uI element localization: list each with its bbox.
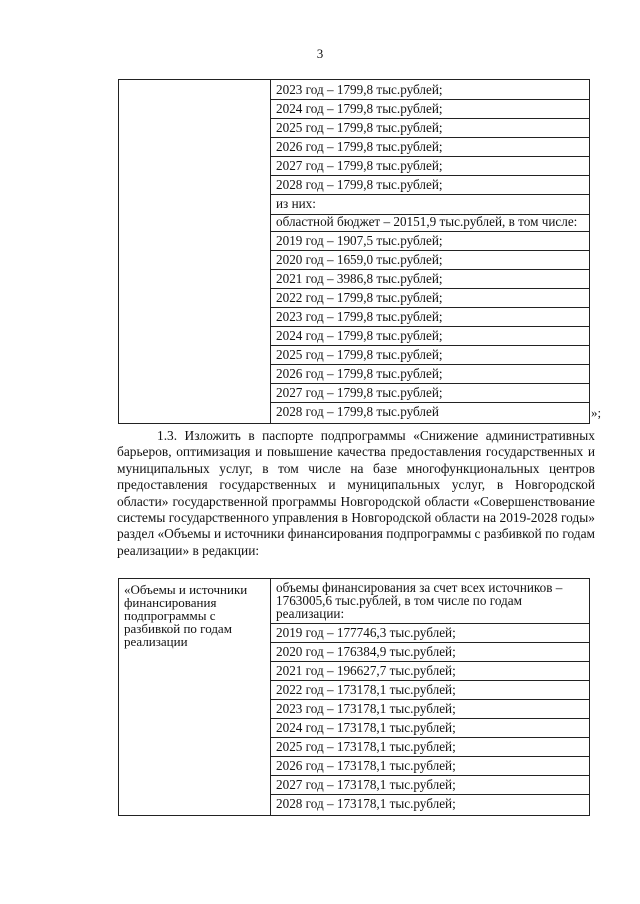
funding-line: 2026 год – 1799,8 тыс.рублей; xyxy=(271,137,589,156)
funding-line: 2026 год – 173178,1 тыс.рублей; xyxy=(271,756,589,775)
funding-line: 2025 год – 1799,8 тыс.рублей; xyxy=(271,345,589,364)
funding-line: 2021 год – 3986,8 тыс.рублей; xyxy=(271,269,589,288)
funding-table-new xyxy=(118,578,590,816)
section-title: «Объемы и источники финансирования подпрограммы с разбивкой по годам реализации xyxy=(124,582,248,649)
funding-line: 2027 год – 1799,8 тыс.рублей; xyxy=(271,156,589,175)
funding-lines xyxy=(271,579,589,815)
funding-lines xyxy=(271,80,589,423)
funding-line: 2021 год – 196627,7 тыс.рублей; xyxy=(271,661,589,680)
funding-line: 2022 год – 173178,1 тыс.рублей; xyxy=(271,680,589,699)
table-left-cell xyxy=(119,80,271,424)
funding-line: 2023 год – 1799,8 тыс.рублей; xyxy=(276,82,443,97)
funding-line: 2026 год – 1799,8 тыс.рублей; xyxy=(271,364,589,383)
funding-line: 2025 год – 1799,8 тыс.рублей; xyxy=(271,118,589,137)
funding-line: 2024 год – 1799,8 тыс.рублей; xyxy=(271,326,589,345)
funding-line: 2020 год – 1659,0 тыс.рублей; xyxy=(271,250,589,269)
funding-line: 2020 год – 176384,9 тыс.рублей; xyxy=(271,642,589,661)
table-right-cell xyxy=(271,80,590,424)
funding-line: 2019 год – 177746,3 тыс.рублей; xyxy=(271,623,589,642)
funding-line: 2028 год – 1799,8 тыс.рублей; xyxy=(271,175,589,194)
funding-line: областной бюджет – 20151,9 тыс.рублей, в том числе: xyxy=(271,214,589,228)
left-cell-text xyxy=(119,80,270,86)
funding-line: 2028 год – 173178,1 тыс.рублей; xyxy=(271,794,589,813)
funding-line: 2024 год – 1799,8 тыс.рублей; xyxy=(271,99,589,118)
table-left-cell xyxy=(119,579,271,816)
funding-line: 2025 год – 173178,1 тыс.рублей; xyxy=(271,737,589,756)
funding-intro: объемы финансирования за счет всех источников – 1763005,6 тыс.рублей, в том числе по годам реализации: xyxy=(276,580,563,621)
funding-line: 2027 год – 1799,8 тыс.рублей; xyxy=(271,383,589,402)
amendment-paragraph: 1.3. Изложить в паспорте подпрограммы «Снижение административных барьеров, оптимизация и повышение качества предоставления государственных и муниципальных услуг, в том числе на базе многофункциональных центров предоставления государственных и муниципальных услуг, в Новгородской области» государственной программы Новгородской области «Совершенствование системы государственного управления в Новгородской области на 2019-2028 годы» раздел «Объемы и источники финансирования подпрограммы с разбивкой по годам реализации» в редакции: xyxy=(117,428,596,558)
table-right-cell xyxy=(271,579,590,816)
funding-line: 2022 год – 1799,8 тыс.рублей; xyxy=(271,288,589,307)
page-number: 3 xyxy=(316,46,324,61)
funding-table-continued xyxy=(118,79,590,424)
funding-line: из них: xyxy=(271,194,589,213)
funding-line: 2023 год – 173178,1 тыс.рублей; xyxy=(271,699,589,718)
funding-line: 2027 год – 173178,1 тыс.рублей; xyxy=(271,775,589,794)
funding-line: 2028 год – 1799,8 тыс.рублей xyxy=(271,402,589,421)
funding-line: 2019 год – 1907,5 тыс.рублей; xyxy=(271,231,589,250)
funding-line: 2023 год – 1799,8 тыс.рублей; xyxy=(271,307,589,326)
closing-quote: »; xyxy=(591,405,602,420)
funding-line: 2024 год – 173178,1 тыс.рублей; xyxy=(271,718,589,737)
